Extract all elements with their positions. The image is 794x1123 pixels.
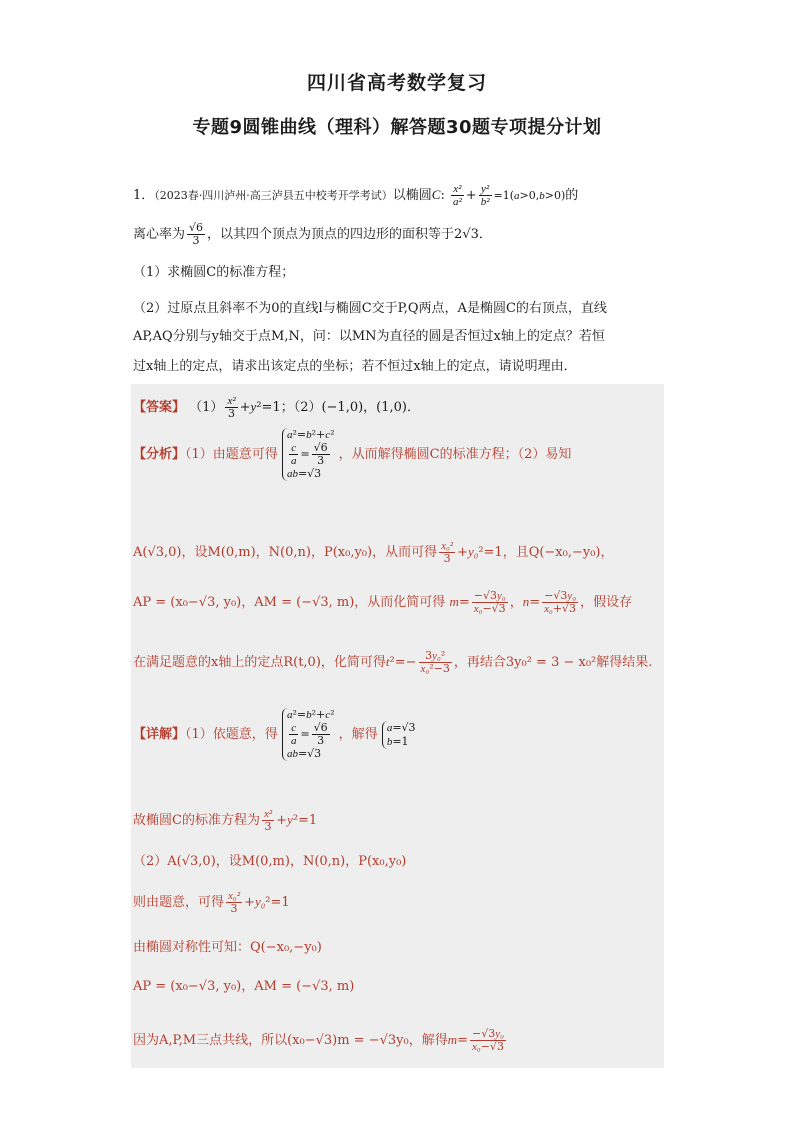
- ellipse-frac-y: $\frac{\text{y²}}{\text{b²}}$: [480, 183, 490, 208]
- analysis-label: 【分析】: [133, 447, 186, 462]
- detail-solution-system: a=√3 b=1: [382, 721, 416, 749]
- question-source: （2023春·四川泸州·高三泸县五中校考开学考试）: [154, 189, 393, 202]
- analysis-line-3-text: AP = (x₀−√3, y₀)，AM = (−√3, m)，从而化简可得: [133, 595, 446, 610]
- question-stem-end: 的: [565, 188, 579, 203]
- detail-text-1: （1）依题意，得: [185, 727, 278, 742]
- detail-label: 【详解】: [133, 727, 186, 742]
- analysis-line-2: A(√3,0)，设M(0,m)，N(0,n)，P(x₀,y₀)，从而可得 $\frac{\text{x₀²}}{3}$ +y₀²=1，且Q(−x₀,−y₀)，: [133, 540, 614, 565]
- question-part-2-line-3: 过x轴上的定点，请求出该定点的坐标；若不恒过x轴上的定点，请说明理由．: [133, 359, 577, 374]
- question-part-2-line-1: （2）过原点且斜率不为0的直线l与椭圆C交于P,Q两点，A是椭圆C的右顶点，直线: [133, 301, 607, 316]
- answer-line: 【答案】 （1） $\frac{\text{x²}}{3}$ +y²=1；（2）(−1,0)，(1,0)．: [133, 395, 420, 420]
- page-title: 四川省高考数学复习: [306, 72, 487, 94]
- analysis-system: a²=b²+c² $\frac{c}{a}$ = $\frac{√6}{3}$ ab=√3: [282, 428, 335, 481]
- question-line-1: 1．（2023春·四川泸州·高三泸县五中校考开学考试）以椭圆C: $\frac{\text{x²}}{\text{a²}}$ + $\frac{\text{y²}}{\text{b²}}$ =1(a>0,b>0)的: [133, 183, 579, 208]
- detail-line-4: 则由题意，可得 $\frac{\text{x₀²}}{3}$ +y₀²=1: [133, 890, 290, 915]
- detail-system: a²=b²+c² $\frac{c}{a}$ = $\frac{√6}{3}$ ab=√3: [282, 708, 335, 761]
- detail-line-5: 由椭圆对称性可知：Q(−x₀,−y₀): [133, 940, 322, 955]
- analysis-line-2-text: A(√3,0)，设M(0,m)，N(0,n)，P(x₀,y₀)，从而可得: [133, 545, 438, 560]
- detail-line-4-text: 则由题意，可得: [133, 895, 225, 910]
- analysis-line-3-end: ，假设存: [580, 595, 633, 610]
- detail-line-7: 因为A,P,M三点共线，所以(x₀−√3)m = −√3y₀，解得m= $\frac{\text{−√3y₀}}{\text{x₀−√3}}$: [133, 1027, 504, 1053]
- detail-line-2: 故椭圆C的标准方程为 $\frac{\text{x²}}{3}$ +y²=1: [133, 808, 318, 833]
- analysis-text-2: ，从而解得椭圆C的标准方程；（2）易知: [338, 447, 572, 462]
- analysis-line-4: 在满足题意的x轴上的定点R(t,0)，化简可得t²=− $\frac{\text{3y₀²}}{\text{x₀²−3}}$ ，再结合3y₀² = 3 − x₀²解得结果.: [133, 649, 653, 675]
- question-line-2: 离心率为 $\frac{√6}{3}$ ，以其四个顶点为顶点的四边形的面积等于2√3．: [133, 221, 492, 247]
- analysis-text-1: （1）由题意可得: [185, 447, 278, 462]
- detail-line-7-text: 因为A,P,M三点共线，所以(x₀−√3)m = −√3y₀，解得: [133, 1033, 448, 1048]
- detail-line-2-text: 故椭圆C的标准方程为: [133, 813, 260, 828]
- area-text: ，以其四个顶点为顶点的四边形的面积等于: [207, 227, 455, 242]
- analysis-line-1: [133, 428, 571, 481]
- eccentricity-frac: $\frac{√6}{3}$: [189, 221, 204, 247]
- ellipse-frac-x: $\frac{\text{x²}}{\text{a²}}$: [452, 183, 462, 208]
- question-part-1: （1）求椭圆C的标准方程；: [133, 265, 295, 280]
- detail-line-3: （2）A(√3,0)，设M(0,m)，N(0,n)，P(x₀,y₀): [133, 854, 407, 869]
- analysis-line-3: AP = (x₀−√3, y₀)，AM = (−√3, m)，从而化简可得 m= $\frac{\text{−√3y₀}}{\text{x₀−√3}}$ ，n= $\frac{\text{−√3y₀}}{\text{x₀+√3}}$ ，假设存: [133, 589, 633, 615]
- detail-line-6: AP = (x₀−√3, y₀)，AM = (−√3, m): [133, 979, 355, 994]
- question-stem: 以椭圆: [392, 188, 432, 203]
- analysis-line-2-end: ，且Q(−x₀,−y₀)，: [502, 545, 614, 560]
- detail-line-1: [133, 708, 416, 761]
- detail-text-2: ，解得: [338, 727, 378, 742]
- question-part-2-line-2: AP,AQ分别与y轴交于点M,N，问：以MN为直径的圆是否恒过x轴上的定点？若恒: [133, 329, 605, 344]
- question-number: 1．: [133, 188, 155, 203]
- analysis-line-4-text: 在满足题意的x轴上的定点R(t,0)，化简可得: [133, 655, 386, 670]
- eccentricity-label: 离心率为: [133, 227, 186, 242]
- analysis-line-4-end: ，再结合3y₀² = 3 − x₀²解得结果.: [453, 655, 653, 670]
- answer-label: 【答案】: [133, 400, 186, 415]
- page-subtitle: 专题9圆锥曲线（理科）解答题30题专项提分计划: [192, 117, 602, 138]
